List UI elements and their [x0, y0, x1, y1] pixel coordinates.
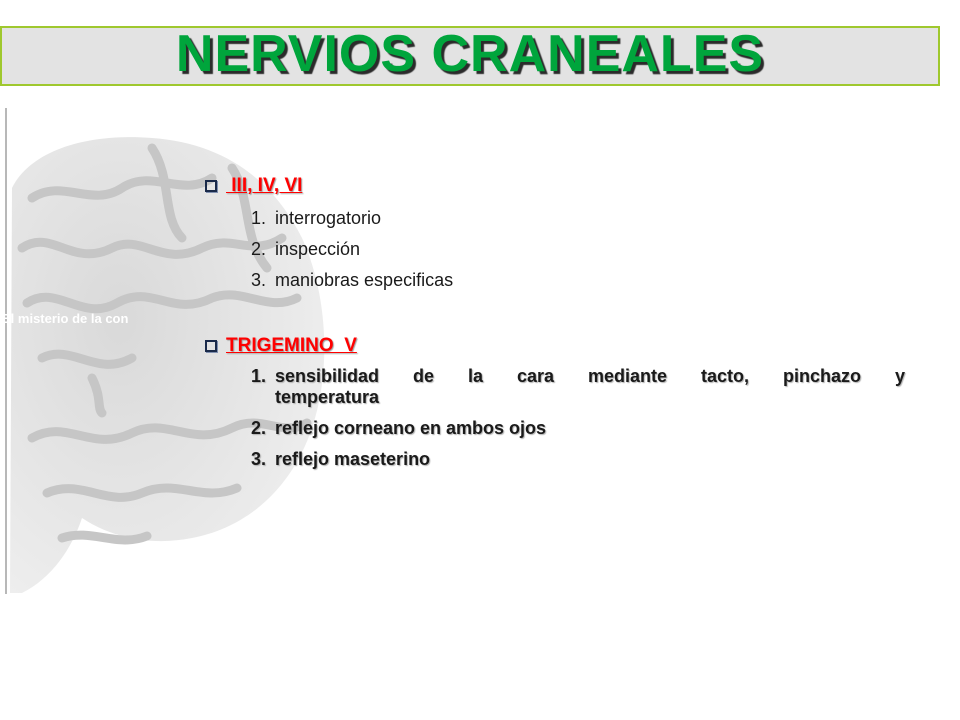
list-item	[205, 208, 905, 229]
list-item	[205, 270, 905, 291]
item-number: 2.	[251, 418, 267, 438]
item-list	[205, 208, 905, 291]
section-heading-text: III, IV, VI	[226, 175, 303, 196]
item-number: 2.	[251, 239, 267, 259]
item-number: 3.	[251, 270, 267, 290]
item-number: 3.	[251, 449, 267, 469]
item-number: 1.	[251, 366, 267, 386]
section-heading	[205, 334, 905, 358]
item-number: 1.	[251, 208, 267, 228]
item-text: reflejo maseterino	[275, 449, 431, 469]
list-item	[205, 239, 905, 260]
section-trigemino	[205, 334, 905, 470]
checkbox-bullet-icon	[205, 180, 217, 192]
item-text: maniobras especificas	[275, 270, 454, 290]
item-text: sensibilidad de la cara mediante tacto, pinchazo y	[275, 366, 905, 386]
watermark-caption: El misterio de la con	[2, 311, 129, 326]
item-text: interrogatorio	[275, 208, 382, 228]
item-text-continued: temperatura	[275, 387, 380, 407]
list-item	[205, 449, 905, 470]
item-text: reflejo corneano en ambos ojos	[275, 418, 547, 438]
item-text: inspección	[275, 239, 361, 259]
section-heading-text: TRIGEMINO V	[226, 335, 357, 356]
page-title: NERVIOS CRANEALES	[175, 25, 765, 83]
section-oculomotor	[205, 174, 905, 291]
section-heading	[205, 174, 905, 198]
checkbox-bullet-icon	[205, 340, 217, 352]
list-item	[205, 418, 905, 439]
list-item	[205, 366, 905, 408]
item-list	[205, 366, 905, 470]
